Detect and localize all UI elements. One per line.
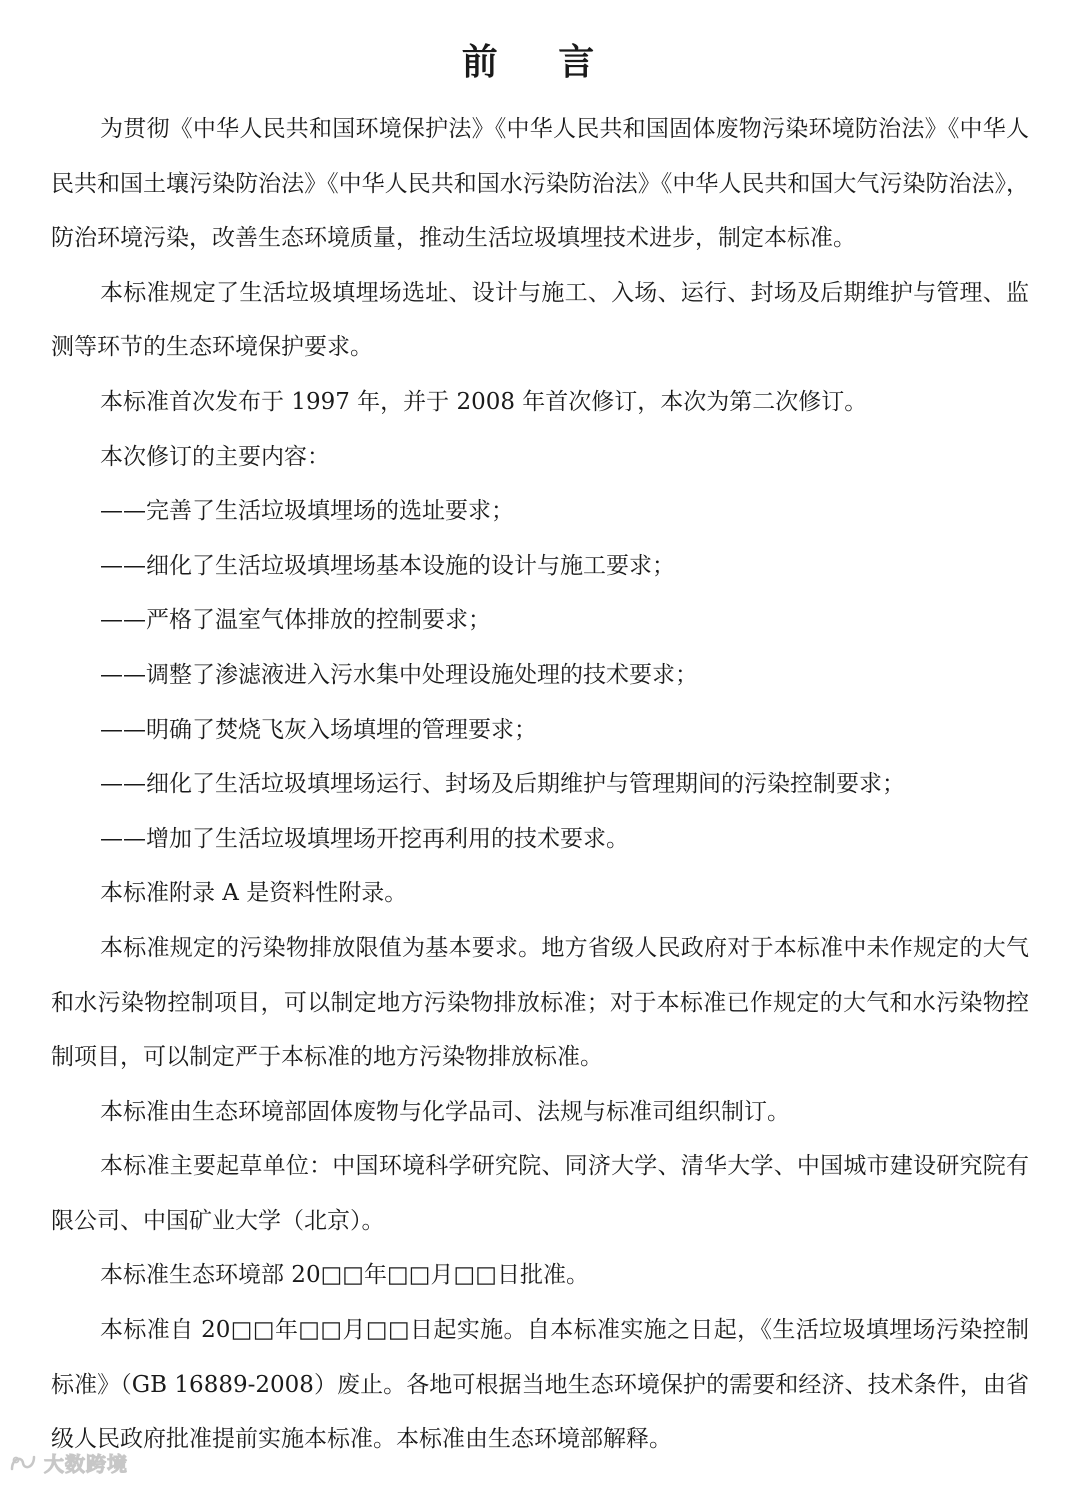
revision-item: ——明确了焚烧飞灰入场填埋的管理要求；: [100, 716, 537, 743]
paragraph-appendix: 本标准附录 A 是资料性附录。: [100, 880, 408, 907]
revision-item: ——增加了生活垃圾填埋场开挖再利用的技术要求。: [100, 825, 629, 852]
revision-item: ——调整了渗滤液进入污水集中处理设施处理的技术要求；: [100, 661, 698, 688]
revision-item: ——细化了生活垃圾填埋场运行、封场及后期维护与管理期间的污染控制要求；: [100, 771, 905, 798]
paragraph-limits: 本标准规定的污染物排放限值为基本要求。地方省级人民政府对于本标准中未作规定的大气和水污染物控制项目，可以制定地方污染物排放标准；对于本标准已作规定的大气和水污染物控制项目，可以制定严于本标准的地方污染物排放标准。: [51, 934, 1029, 1071]
paragraph-purpose: 为贯彻《中华人民共和国环境保护法》《中华人民共和国固体废物污染环境防治法》《中华人民共和国土壤污染防治法》《中华人民共和国水污染防治法》《中华人民共和国大气污染防治法》，防治环境污染，改善生态环境质量，推动生活垃圾填埋技术进步，制定本标准。: [51, 116, 1029, 252]
paragraph-organizer: 本标准由生态环境部固体废物与化学品司、法规与标准司组织制订。: [100, 1098, 790, 1125]
paragraph-effective: 本标准自 20□□年□□月□□日起实施。自本标准实施之日起，《生活垃圾填埋场污染控制标准》（GB 16889-2008）废止。各地可根据当地生态环境保护的需要和经济、技术条件，由省级人民政府批准提前实施本标准。本标准由生态环境部解释。: [51, 1317, 1029, 1453]
paragraph-scope: 本标准规定了生活垃圾填埋场选址、设计与施工、入场、运行、封场及后期维护与管理、监测等环节的生态环境保护要求。: [51, 279, 1029, 361]
watermark: [8, 1448, 128, 1477]
paragraph-drafters: 本标准主要起草单位：中国环境科学研究院、同济大学、清华大学、中国城市建设研究院有限公司、中国矿业大学（北京）。: [51, 1153, 1029, 1234]
brand-logo-icon: [8, 1452, 38, 1474]
paragraph-approval: 本标准生态环境部 20□□年□□月□□日批准。: [100, 1262, 589, 1289]
page-title: 前 言: [461, 42, 619, 83]
document-body: [51, 102, 1029, 1467]
revision-item: ——细化了生活垃圾填埋场基本设施的设计与施工要求；: [100, 552, 675, 579]
watermark-text: 大数跨境: [44, 1452, 128, 1476]
paragraph-history: 本标准首次发布于 1997 年，并于 2008 年首次修订，本次为第二次修订。: [100, 388, 868, 415]
revision-item: ——完善了生活垃圾填埋场的选址要求；: [100, 498, 514, 525]
revision-item: ——严格了温室气体排放的控制要求；: [100, 607, 491, 634]
paragraph-revision-heading: 本次修订的主要内容：: [100, 443, 330, 470]
